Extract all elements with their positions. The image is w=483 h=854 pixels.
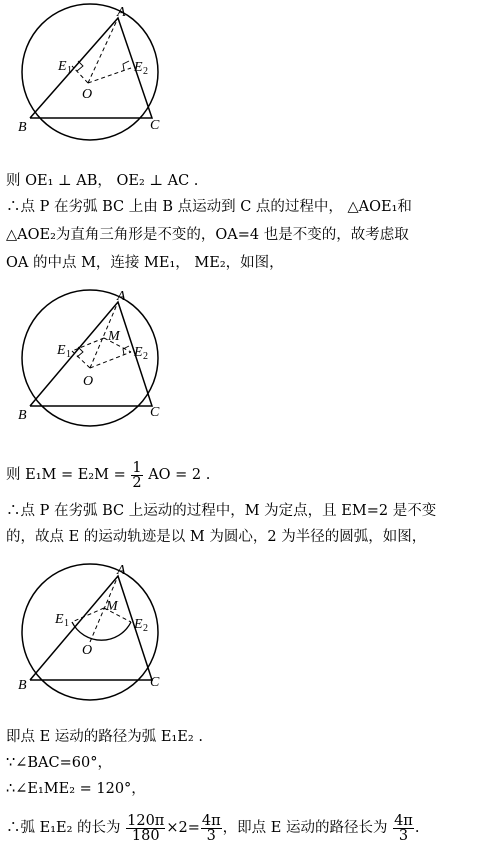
- figure-2: [0, 288, 200, 428]
- label-C: C: [150, 675, 160, 690]
- label-C: C: [150, 118, 160, 133]
- figure-3-svg: [0, 562, 200, 702]
- label-E1-sub: 1: [66, 349, 71, 360]
- text-line-6: ∴点 P 在劣弧 BC 上运动的过程中，M 为定点，且 EM=2 是不变: [6, 503, 437, 519]
- text-line-4: OA 的中点 M，连接 ME₁， ME₂，如图，: [6, 255, 284, 271]
- figure-3: [0, 562, 200, 702]
- label-E2: E: [134, 345, 143, 360]
- text-line-8: 即点 E 运动的路径为弧 E₁E₂ .: [6, 729, 203, 745]
- label-E2-sub: 2: [143, 351, 148, 362]
- fraction-denominator: 180: [131, 827, 160, 844]
- figure-1: [0, 0, 200, 150]
- label-E1-sub: 1: [67, 65, 72, 76]
- fraction-denominator: 3: [398, 827, 409, 844]
- conclusion-text: ，即点 E 运动的路径长为: [222, 820, 388, 836]
- arc-length-lead: ∴弧 E₁E₂ 的长为: [6, 820, 121, 836]
- seg-OA: [88, 18, 118, 83]
- text-line-5: [6, 458, 479, 492]
- label-A: A: [117, 563, 126, 578]
- label-B: B: [18, 678, 27, 693]
- text-line-2: ∴点 P 在劣弧 BC 上由 B 点运动到 C 点的过程中， △AOE₁和: [6, 199, 412, 215]
- label-E1: E: [58, 59, 67, 74]
- fraction-denominator: 2: [132, 474, 142, 491]
- label-O: O: [83, 374, 94, 389]
- label-E2: E: [134, 617, 143, 632]
- fraction-answer: [393, 814, 414, 843]
- seg-ME1: [72, 338, 104, 351]
- label-E2: E: [134, 60, 143, 75]
- label-E1: E: [55, 612, 64, 627]
- label-E2-sub: 2: [143, 623, 148, 634]
- label-A: A: [117, 289, 126, 304]
- fraction-numerator: 4π: [394, 812, 413, 829]
- fraction-numerator: 4π: [201, 812, 221, 829]
- figure-2-svg: [0, 288, 200, 428]
- figure-1-svg: [0, 0, 200, 150]
- text-line-1: 则 OE₁ ⊥ AB， OE₂ ⊥ AC .: [6, 173, 199, 189]
- times-two: ×2=: [166, 820, 200, 836]
- fraction-numerator: 120π: [127, 812, 165, 829]
- label-E1: E: [57, 343, 66, 358]
- fraction-denominator: 3: [206, 827, 216, 844]
- text-line-10: ∴∠E₁ME₂ = 120°，: [6, 781, 146, 797]
- eq-rhs: AO = 2 .: [148, 467, 211, 483]
- seg-OE2: [88, 68, 131, 83]
- fraction-4pi-3: [201, 814, 222, 843]
- label-O: O: [82, 643, 93, 658]
- text-line-9: ∵∠BAC=60°，: [6, 755, 112, 771]
- label-E2-sub: 2: [143, 66, 148, 77]
- text-line-7: 的，故点 E 的运动轨迹是以 M 为圆心，2 为半径的圆弧，如图，: [6, 529, 427, 545]
- arc-E1E2: [72, 622, 131, 640]
- label-M: M: [106, 599, 118, 614]
- fraction-numerator: 1: [132, 459, 142, 476]
- fraction-half: [131, 461, 142, 490]
- text-line-11: [6, 808, 479, 848]
- label-E1-sub: 1: [64, 618, 69, 629]
- label-A: A: [117, 5, 126, 20]
- fraction-120pi-180: [126, 814, 165, 843]
- period: .: [414, 820, 420, 836]
- label-B: B: [18, 120, 27, 135]
- eq-lhs: 则 E₁M = E₂M =: [6, 467, 126, 483]
- label-B: B: [18, 408, 27, 423]
- label-C: C: [150, 405, 160, 420]
- label-O: O: [82, 87, 93, 102]
- label-M: M: [108, 329, 120, 344]
- text-line-3: △AOE₂为直角三角形是不变的，OA=4 也是不变的，故考虑取: [6, 227, 409, 243]
